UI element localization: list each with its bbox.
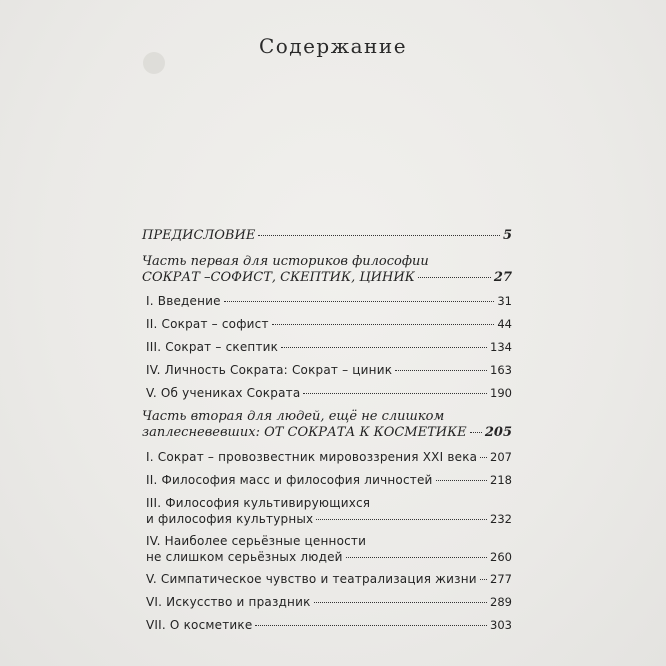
toc-chapter-text: III. Сократ – скептик [146,340,279,354]
toc-chapter [146,385,512,401]
dot-leader [314,602,488,603]
dot-leader [316,519,487,520]
toc-page-number: 27 [493,270,512,285]
dot-leader [418,277,491,278]
toc-page-number: 260 [490,550,512,564]
toc-page-number: 190 [490,386,512,400]
toc-chapter-text: не слишком серьёзных людей [146,550,343,564]
toc-chapter [146,293,512,309]
toc-entry-text-line2: заплесневевших: ОТ СОКРАТА К КОСМЕТИКЕ [142,425,467,440]
toc-chapter-text: V. Об учениках Сократа [146,386,301,400]
toc-chapter-text: VI. Искусство и праздник [146,595,311,609]
toc-chapter-text: II. Философия масс и философия личностей [146,473,433,487]
toc-chapter-text: V. Симпатическое чувство и театрализация жизни [146,572,477,586]
dot-leader [255,625,487,626]
toc-chapter-text: VII. О косметике [146,618,253,632]
dot-leader [224,301,495,302]
toc-chapter [146,594,512,610]
toc-entry-preface [142,228,512,244]
toc-entry-part-2 [142,409,512,441]
toc-chapter-text: I. Введение [146,294,221,308]
toc-page-number: 5 [502,228,512,243]
toc-chapter [146,362,512,378]
toc-page-number: 31 [497,294,512,308]
toc-page-number: 134 [490,340,512,354]
dot-leader [272,324,495,325]
toc-chapter [146,533,512,565]
dot-leader [470,432,482,433]
dot-leader [395,370,487,371]
toc-page-number: 205 [484,425,512,440]
dot-leader [281,347,487,348]
toc-page-number: 163 [490,363,512,377]
toc-page-number: 207 [490,450,512,464]
toc-chapter [146,449,512,465]
toc-entry-text-line1: Часть первая для историков философии [142,254,429,269]
toc-chapter-text: IV. Личность Сократа: Сократ – циник [146,363,393,377]
toc-chapter-text: II. Сократ – софист [146,317,269,331]
toc-chapter [146,495,512,527]
dot-leader [258,235,500,236]
toc-page-number: 218 [490,473,512,487]
toc-chapter-text: и философия культурных [146,512,314,526]
dot-leader [303,393,487,394]
toc-page-number: 303 [490,618,512,632]
toc-entry-text-line2: СОКРАТ –СОФИСТ, СКЕПТИК, ЦИНИК [142,270,415,285]
toc-entry-text-line1: Часть вторая для людей, ещё не слишком [142,409,445,424]
toc-entry-text: ПРЕДИСЛОВИЕ [142,228,256,243]
toc-page-number: 277 [490,572,512,586]
dot-leader [480,457,487,458]
dot-leader [480,579,487,580]
toc-chapter-text-line1: III. Философия культивирующихся [146,496,371,510]
dot-leader [346,557,487,558]
toc-chapter [146,339,512,355]
toc-page-number: 289 [490,595,512,609]
toc-chapter-text: I. Сократ – провозвестник мировоззрения XXI века [146,450,478,464]
toc-chapter-text-line1: IV. Наиболее серьёзные ценности [146,534,367,548]
dot-leader [436,480,488,481]
toc-page-number: 44 [497,317,512,331]
toc-chapter [146,617,512,633]
toc-entry-part-1 [142,254,512,286]
toc-chapter [146,571,512,587]
toc-chapter [146,472,512,488]
toc-chapter [146,316,512,332]
page-title: Содержание [258,34,408,58]
toc-page-number: 232 [490,512,512,526]
